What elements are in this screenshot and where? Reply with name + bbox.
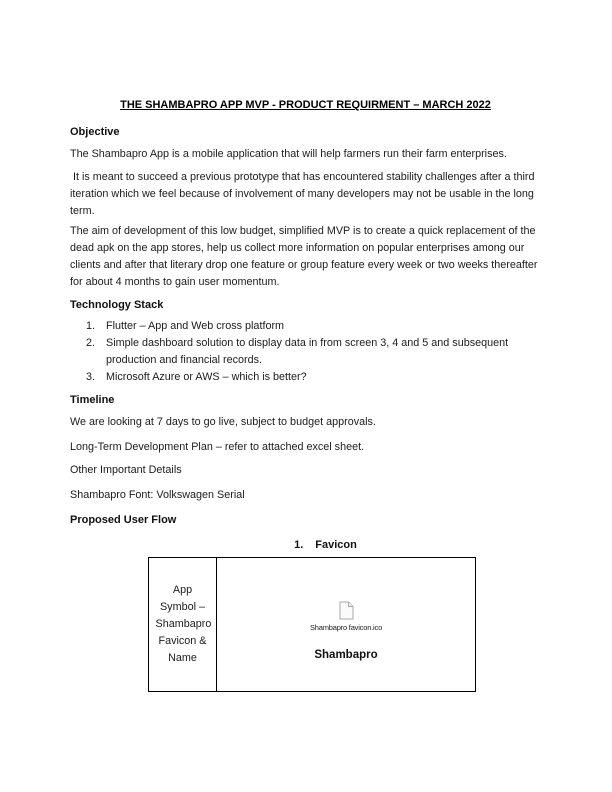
objective-paragraph-2: It is meant to succeed a previous prototype that has encountered stability challenges after a third iteration which we feel because of involvement of many developers may not be usable in the long term.: [70, 171, 538, 217]
user-flow-table: [148, 557, 476, 692]
objective-heading: Objective: [70, 126, 120, 138]
list-item: [70, 318, 541, 335]
list-item-text: Simple dashboard solution to display data in from screen 3, 4 and 5 and subsequent production and financial records.: [106, 337, 509, 366]
favicon-section-heading: [70, 537, 541, 554]
favicon-section-number: 1.: [294, 539, 304, 551]
list-item-text: Microsoft Azure or AWS – which is better?: [106, 371, 307, 383]
objective-paragraph-1: The Shambapro App is a mobile application that will help farmers run their farm enterprises.: [70, 148, 507, 160]
technology-stack-list: [70, 318, 541, 386]
timeline-heading: Timeline: [70, 394, 115, 406]
list-item-text: Flutter – App and Web cross platform: [106, 320, 285, 332]
list-item-number: 2.: [86, 337, 96, 349]
list-item-number: 1.: [86, 320, 96, 332]
table-cell-app-symbol-label: [149, 558, 217, 692]
other-details-paragraph: Other Important Details: [70, 464, 182, 476]
font-note-paragraph: Shambapro Font: Volkswagen Serial: [70, 489, 245, 501]
proposed-user-flow-heading: Proposed User Flow: [70, 514, 177, 526]
document-title: THE SHAMBAPRO APP MVP - PRODUCT REQUIRMENT – MARCH 2022: [120, 99, 491, 111]
technology-stack-heading: Technology Stack: [70, 299, 164, 311]
favicon-demo-stack: [217, 586, 475, 664]
table-cell-favicon-demo: [217, 558, 476, 692]
file-icon: [217, 601, 475, 621]
favicon-app-name: Shambapro: [314, 648, 378, 661]
list-item: [70, 335, 541, 369]
app-symbol-label-text: App Symbol – Shambapro Favicon & Name: [155, 584, 212, 664]
long-term-plan-paragraph: Long-Term Development Plan – refer to attached excel sheet.: [70, 441, 365, 453]
list-item: [70, 369, 541, 386]
favicon-section-label: Favicon: [315, 539, 357, 551]
objective-paragraph-3: The aim of development of this low budget, simplified MVP is to create a quick replacement of the dead apk on the app stores, help us collect more information on popular enterprises among our clients and after that literary drop one feature or group feature every week or two weeks thereafter for about 4 months to gain user momentum.: [70, 225, 541, 288]
timeline-paragraph: We are looking at 7 days to go live, subject to budget approvals.: [70, 416, 376, 428]
favicon-file-caption: Shambapro favicon.ico: [309, 622, 383, 632]
table-row: [149, 558, 476, 692]
list-item-number: 3.: [86, 371, 96, 383]
